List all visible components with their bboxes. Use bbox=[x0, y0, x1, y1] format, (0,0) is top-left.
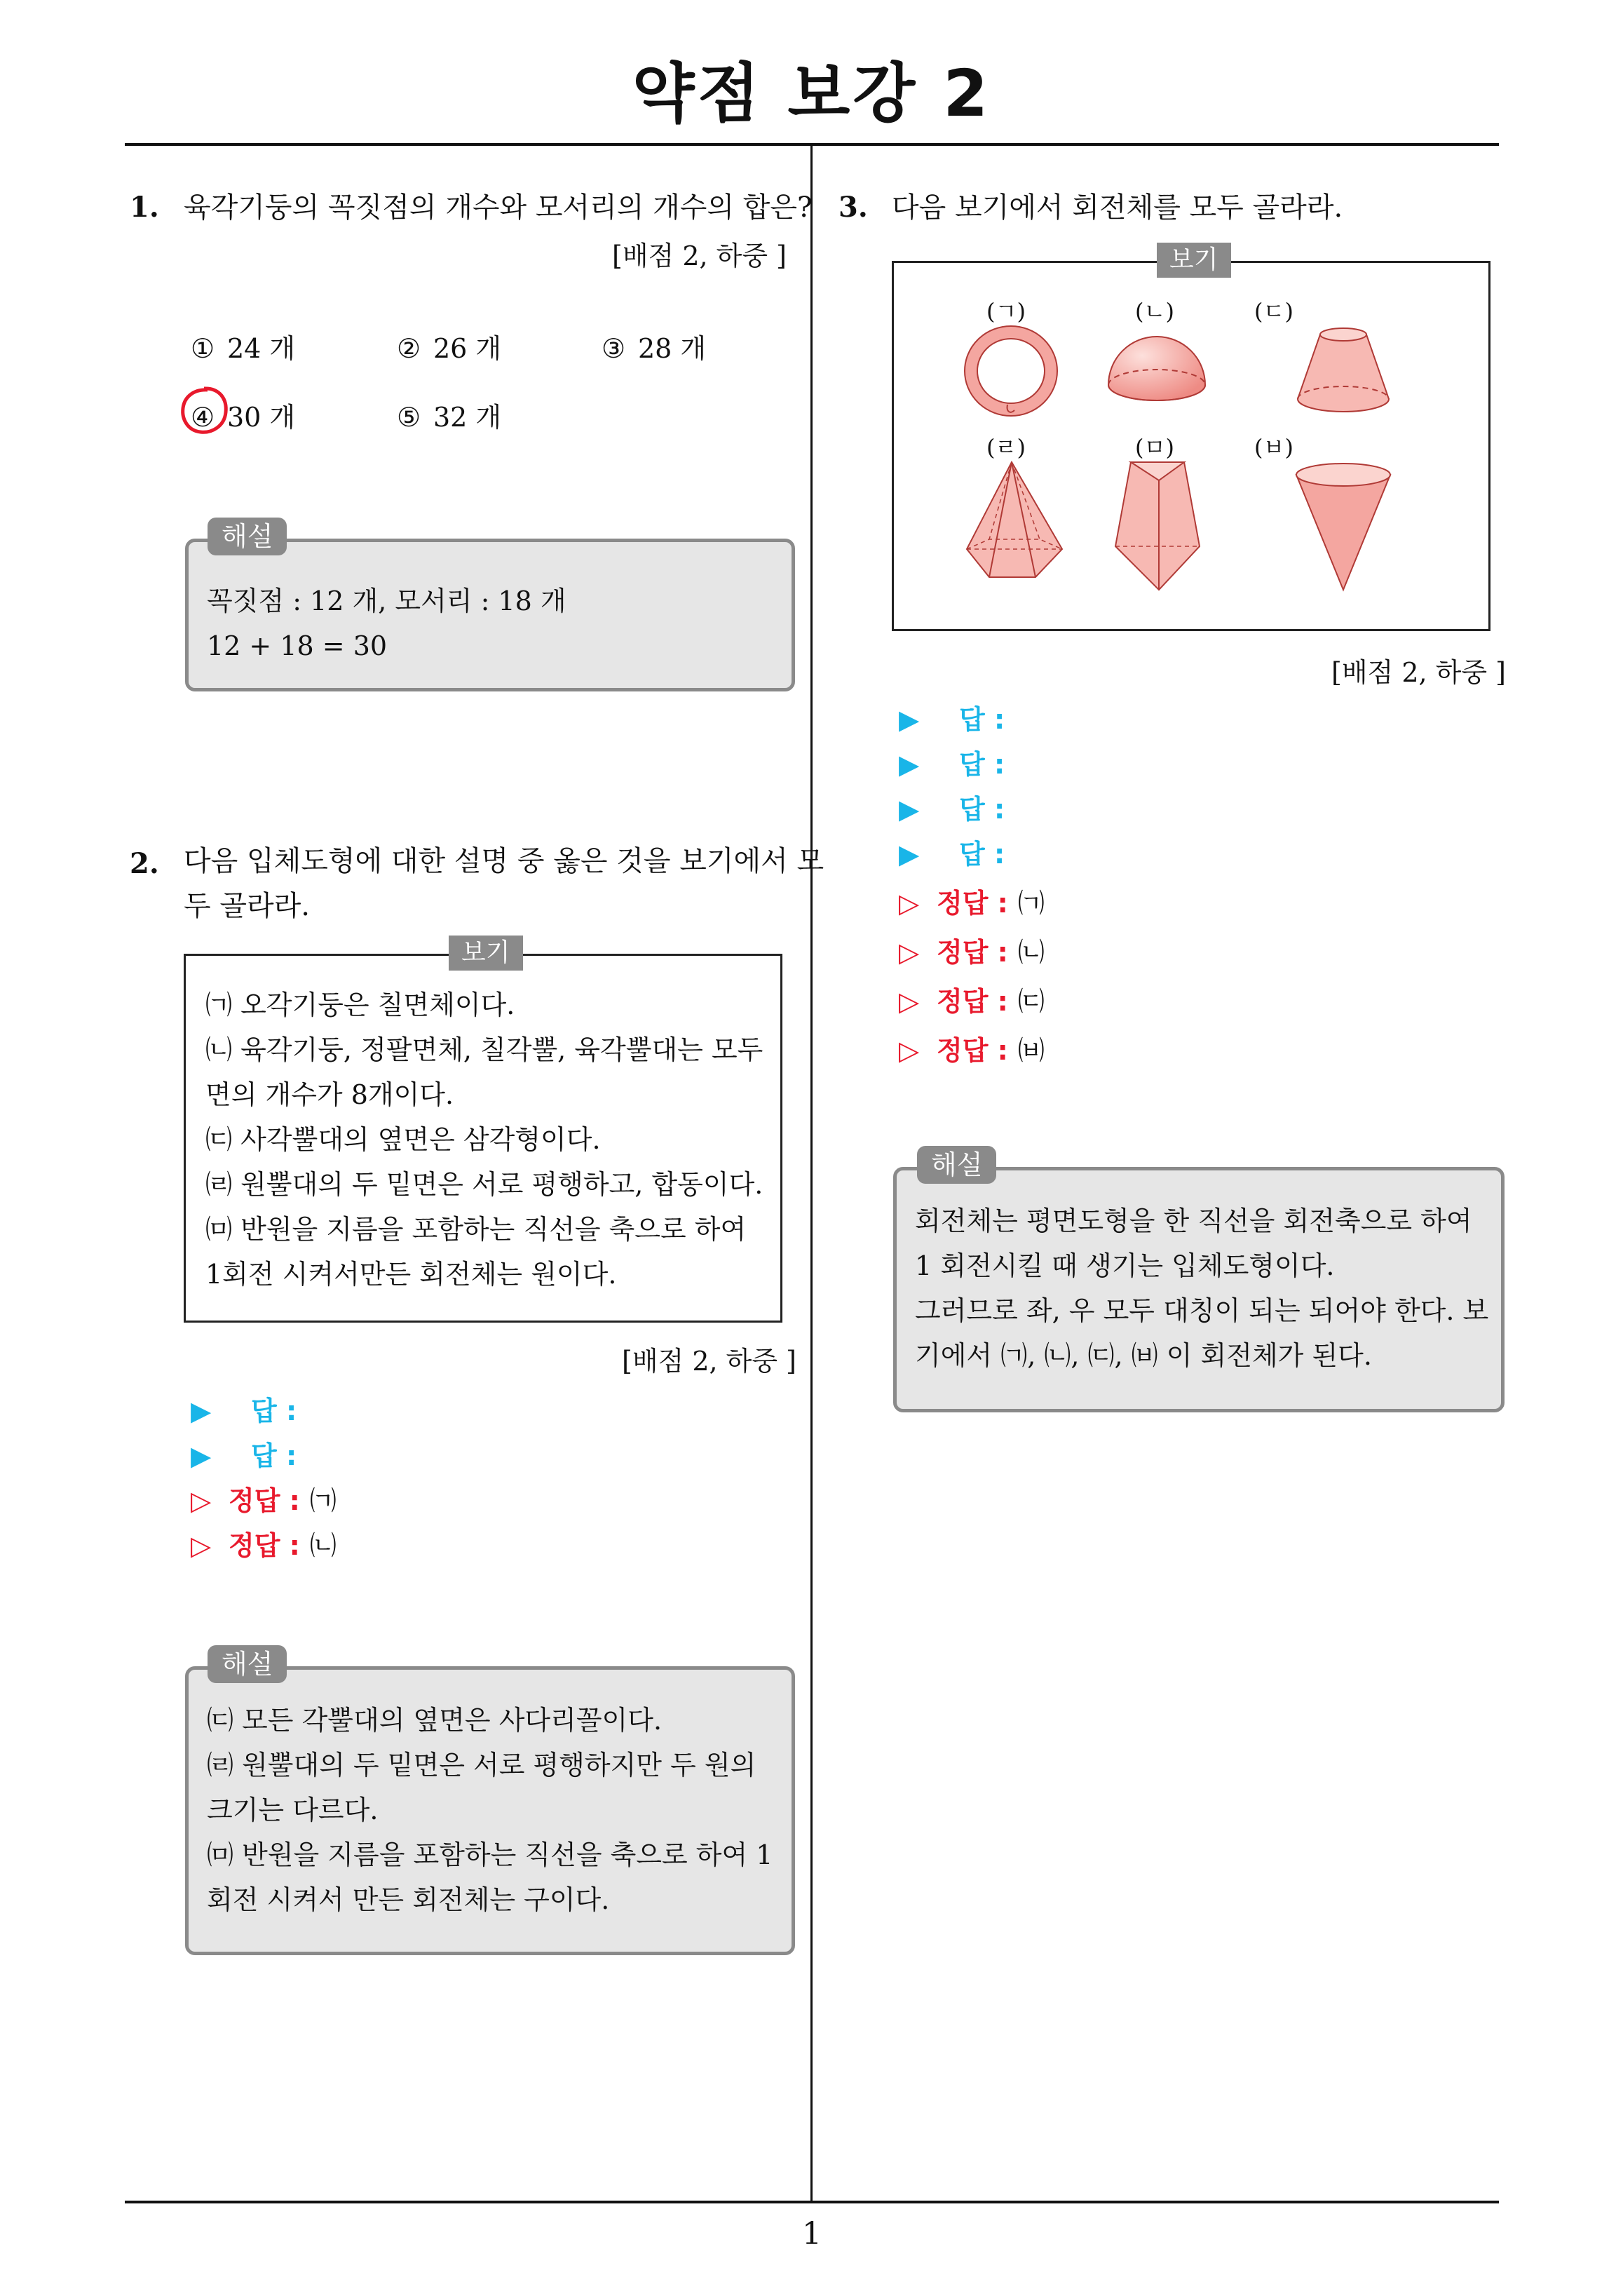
answer-blank[interactable] bbox=[899, 787, 1045, 832]
correct-label: 정답 : bbox=[937, 888, 1008, 919]
explanation-line: 회전체는 평면도형을 한 직선을 회전축으로 하여 bbox=[915, 1206, 1472, 1236]
correct-value: ㈅ bbox=[1017, 1035, 1045, 1066]
q2-text-line: 다음 입체도형에 대한 설명 중 옳은 것을 보기에서 모 bbox=[184, 845, 824, 877]
triangle-filled-icon: ▶ bbox=[899, 794, 920, 825]
explanation-line: 12 + 18 = 30 bbox=[207, 630, 388, 661]
correct-value: ㈂ bbox=[1017, 986, 1045, 1017]
q1-meta: [배점 2, 하중 ] bbox=[612, 241, 787, 271]
figure-label: (ㅁ) bbox=[1135, 434, 1174, 461]
explanation-line: 회전 시켜서 만든 회전체는 구이다. bbox=[207, 1884, 610, 1915]
q1-explanation-tag: 해설 bbox=[208, 518, 287, 555]
explanation-line: 기에서 ㈀, ㈁, ㈂, ㈅ 이 회전체가 된다. bbox=[915, 1340, 1372, 1371]
q3-answers bbox=[899, 697, 1045, 1073]
explanation-line: ㈃ 원뿔대의 두 밑면은 서로 평행하지만 두 원의 bbox=[207, 1750, 756, 1781]
triangle-filled-icon: ▶ bbox=[191, 1396, 212, 1426]
choice-text: 28 개 bbox=[638, 333, 707, 364]
q2-explanation-tag: 해설 bbox=[208, 1645, 287, 1683]
correct-answer bbox=[899, 930, 1045, 975]
example-line: ㈃ 원뿔대의 두 밑면은 서로 평행하고, 합동이다. bbox=[205, 1169, 763, 1200]
q1-choice-3[interactable] bbox=[602, 327, 706, 365]
correct-label: 정답 : bbox=[937, 1035, 1008, 1066]
triangle-outline-icon: ▷ bbox=[191, 1530, 212, 1561]
correct-answer bbox=[899, 979, 1045, 1024]
answer-blank[interactable] bbox=[899, 832, 1045, 877]
correct-answer bbox=[191, 1478, 337, 1523]
footer-rule bbox=[125, 2201, 1499, 2203]
torus-icon bbox=[958, 322, 1064, 420]
choice-mark: ④ bbox=[191, 402, 215, 433]
explanation-line: 1 회전시킬 때 생기는 입체도형이다. bbox=[915, 1250, 1335, 1281]
frustum-icon bbox=[1291, 322, 1396, 416]
triangle-filled-icon: ▶ bbox=[899, 704, 920, 735]
hemisphere-icon bbox=[1104, 330, 1209, 407]
explanation-line: 크기는 다르다. bbox=[207, 1795, 379, 1825]
example-line: ㈄ 반원을 지름을 포함하는 직선을 축으로 하여 bbox=[205, 1214, 747, 1245]
figure-label: (ㄱ) bbox=[986, 298, 1026, 325]
correct-label: 정답 : bbox=[229, 1485, 300, 1516]
example-line: ㈂ 사각뿔대의 옆면은 삼각형이다. bbox=[205, 1124, 601, 1155]
q2-explanation-box bbox=[185, 1666, 795, 1955]
triangle-filled-icon: ▶ bbox=[191, 1440, 212, 1471]
q1-choice-1[interactable] bbox=[191, 327, 295, 365]
correct-value: ㈀ bbox=[1017, 888, 1045, 919]
triangle-outline-icon: ▷ bbox=[899, 986, 920, 1017]
q2-text-line: 두 골라라. bbox=[184, 890, 310, 922]
q2-meta: [배점 2, 하중 ] bbox=[622, 1346, 796, 1377]
prism-icon bbox=[1106, 455, 1209, 595]
answer-circle-icon bbox=[178, 384, 230, 436]
q3-example-tag: 보기 bbox=[1157, 243, 1231, 278]
correct-label: 정답 : bbox=[229, 1530, 300, 1561]
figure-label: (ㄹ) bbox=[986, 434, 1026, 461]
page-number: 1 bbox=[802, 2216, 822, 2252]
q2-example-tag: 보기 bbox=[449, 936, 523, 971]
correct-answer bbox=[899, 1028, 1045, 1073]
choice-text: 26 개 bbox=[433, 333, 502, 364]
choice-text: 30 개 bbox=[227, 402, 296, 433]
choice-mark: ③ bbox=[602, 333, 626, 364]
explanation-line: ㈂ 모든 각뿔대의 옆면은 사다리꼴이다. bbox=[207, 1705, 663, 1736]
figure-label: (ㅂ) bbox=[1254, 434, 1293, 461]
triangle-outline-icon: ▷ bbox=[899, 937, 920, 968]
example-line: ㈀ 오각기둥은 칠면체이다. bbox=[205, 990, 515, 1020]
correct-label: 정답 : bbox=[937, 937, 1008, 968]
answer-label: 답 : bbox=[959, 749, 1005, 780]
answer-blank[interactable] bbox=[899, 697, 1045, 742]
q2-answers bbox=[191, 1389, 337, 1568]
triangle-filled-icon: ▶ bbox=[899, 749, 920, 780]
q1-number: 1. bbox=[130, 191, 159, 224]
answer-label: 답 : bbox=[959, 704, 1005, 735]
example-line: ㈁ 육각기둥, 정팔면체, 칠각뿔, 육각뿔대는 모두 bbox=[205, 1034, 763, 1065]
explanation-line: ㈄ 반원을 지름을 포함하는 직선을 축으로 하여 1 bbox=[207, 1839, 773, 1870]
q3-explanation-tag: 해설 bbox=[917, 1146, 996, 1184]
column-divider bbox=[810, 144, 813, 2202]
q1-explanation-box bbox=[185, 539, 795, 691]
choice-text: 24 개 bbox=[227, 333, 296, 364]
answer-label: 답 : bbox=[959, 794, 1005, 825]
q3-number: 3. bbox=[838, 191, 868, 224]
answer-blank[interactable] bbox=[899, 742, 1045, 787]
example-line: 1회전 시켜서만든 회전체는 원이다. bbox=[205, 1259, 617, 1290]
pyramid-icon bbox=[958, 457, 1071, 594]
choice-mark: ① bbox=[191, 333, 215, 364]
cone-icon bbox=[1291, 457, 1396, 597]
q3-meta: [배점 2, 하중 ] bbox=[1331, 657, 1506, 688]
q1-choice-2[interactable] bbox=[397, 327, 501, 365]
choice-mark: ② bbox=[397, 333, 421, 364]
example-line: 면의 개수가 8개이다. bbox=[205, 1079, 454, 1110]
q3-text: 다음 보기에서 회전체를 모두 골라라. bbox=[892, 191, 1343, 224]
triangle-outline-icon: ▷ bbox=[191, 1485, 212, 1516]
explanation-line: 그러므로 좌, 우 모두 대칭이 되는 되어야 한다. 보 bbox=[915, 1295, 1489, 1326]
q2-example-box bbox=[184, 954, 782, 1323]
correct-answer bbox=[191, 1523, 337, 1568]
answer-blank[interactable] bbox=[191, 1433, 337, 1478]
answer-label: 답 : bbox=[251, 1440, 297, 1471]
correct-answer bbox=[899, 881, 1045, 926]
correct-value: ㈁ bbox=[309, 1530, 337, 1561]
q3-example-box bbox=[892, 261, 1490, 631]
figure-label: (ㄷ) bbox=[1254, 298, 1293, 325]
answer-blank[interactable] bbox=[191, 1389, 337, 1433]
figure-label: (ㄴ) bbox=[1135, 298, 1174, 325]
q2-number: 2. bbox=[130, 847, 159, 880]
explanation-line: 꼭짓점 : 12 개, 모서리 : 18 개 bbox=[207, 586, 566, 616]
page-title: 약점 보강 2 bbox=[632, 56, 991, 131]
correct-value: ㈀ bbox=[309, 1485, 337, 1516]
answer-label: 답 : bbox=[959, 839, 1005, 870]
triangle-outline-icon: ▷ bbox=[899, 1035, 920, 1066]
choice-mark: ⑤ bbox=[397, 402, 421, 433]
q3-explanation-box bbox=[893, 1167, 1505, 1412]
correct-label: 정답 : bbox=[937, 986, 1008, 1017]
choice-text: 32 개 bbox=[433, 402, 502, 433]
triangle-outline-icon: ▷ bbox=[899, 888, 920, 919]
q1-choice-5[interactable] bbox=[397, 396, 501, 434]
answer-label: 답 : bbox=[251, 1396, 297, 1426]
triangle-filled-icon: ▶ bbox=[899, 839, 920, 870]
q1-text: 육각기둥의 꼭짓점의 개수와 모서리의 개수의 합은? bbox=[184, 191, 813, 224]
correct-value: ㈁ bbox=[1017, 937, 1045, 968]
